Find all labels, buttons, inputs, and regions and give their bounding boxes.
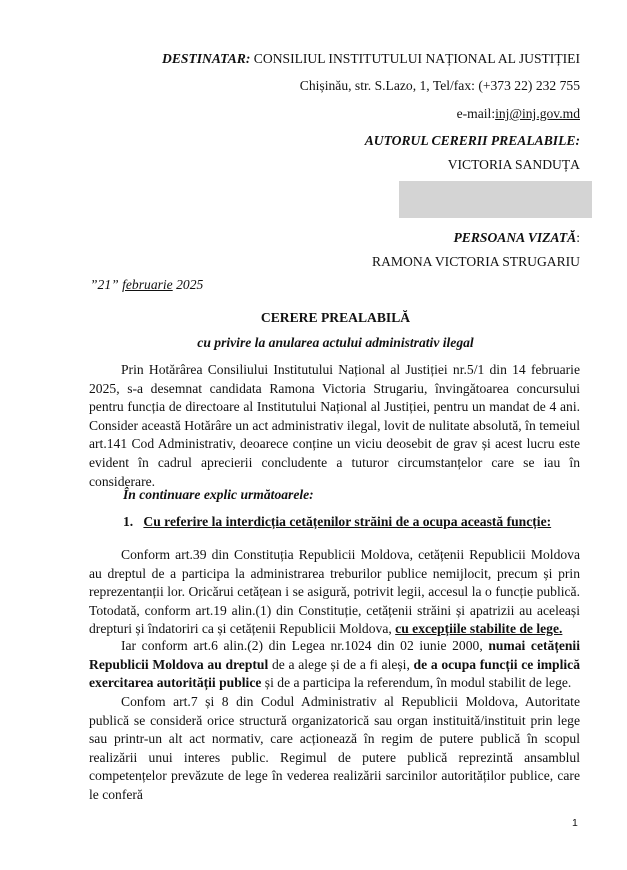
email-link[interactable]: inj@inj.gov.md [495,106,580,121]
person-label-line: PERSOANA VIZATĂ: [453,230,580,245]
person-name: RAMONA VICTORIA STRUGARIU [372,254,580,269]
redacted-block [399,181,592,218]
author-name: VICTORIA SANDUȚA [447,157,580,172]
intro-paragraph: Prin Hotărârea Consiliului Institutului Național al Justiției nr.5/1 din 14 februarie 2025, s-a desemnat candidata Ramona Victoria Strugariu, învingătoarea concursului pentru funcția de directoare al Institutului Național al Justiției, pentru un mandat de 4 ani. Consider această Hotărâre un act administrativ ilegal, lovit de nulitate absolută, în temeiul art.141 Cod Administrativ, deoarece conține un viciu deosebit de grav și acest lucru este evident în cadrul aprecierii concludente a tuturor circumstanțelor care se iau în considerare. [89,362,580,489]
law-paragraph: Iar conform art.6 alin.(2) din Legea nr.1024 din 02 iunie 2000, numai cetățenii Republicii Moldova au dreptul de a alege și de a fi aleși, de a ocupa funcții ce implică exercitarea autorității publice și de a participa la referendum, în modul stabilit de lege. [89,638,580,691]
section-1-title: Cu referire la interdicția cetățenilor străini de a ocupa această funcție: [143,514,552,529]
recipient-value: CONSILIUL INSTITUTULUI NAȚIONAL AL JUSTIȚIEI [250,51,580,66]
recipient-label: DESTINATAR: [162,51,251,66]
code-paragraph: Confom art.7 și 8 din Codul Administrativ al Republicii Moldova, Autoritate publică se consideră orice structură organizatorică sau organ instituită/instituit prin lege sau printr-un alt act normativ, care acționează în regim de putere publică în scopul realizării unui interes public. Regimul de putere publică reprezintă ansamblul competențelor prevăzute de lege în vederea realizării sarcinilor autorităților publice, care le conferă [89,694,580,802]
page-number: 1 [572,817,578,829]
constitution-paragraph: Conform art.39 din Constituția Republicii Moldova, cetățenii Republicii Moldova au dreptul de a participa la administrarea treburilor publice nemijlocit, precum și prin reprezentanții lor. Oricărui cetățean i se asigură, potrivit legii, accesul la o funcție publică. Totodată, conform art.19 alin.(1) din Constituție, cetățenii străini și apatrizii au aceleași drepturi și îndatoriri ca și cetățenii Republicii Moldova, cu excepțiile stabilite de lege. [89,547,580,637]
date-month: februarie [122,277,173,292]
document-title: CERERE PREALABILĂ [260,310,411,325]
author-label: AUTORUL CERERII PREALABILE: [364,133,580,148]
recipient-email-line [0,106,627,122]
recipient-line [0,51,627,67]
section-1-heading [123,514,551,530]
exceptions-emphasis: cu excepțiile stabilite de lege. [395,621,563,637]
section-1-number: 1. [123,514,134,529]
recipient-address: Chișinău, str. S.Lazo, 1, Tel/fax: (+373 22) 232 755 [299,78,580,93]
document-date: ”21” februarie 2025 [90,277,204,292]
email-label: e-mail: [456,106,496,121]
explain-heading: În continuare explic următoarele: [123,487,314,502]
person-label: PERSOANA VIZATĂ [453,230,577,245]
document-subtitle: cu privire la anularea actului administrativ ilegal [197,335,474,350]
